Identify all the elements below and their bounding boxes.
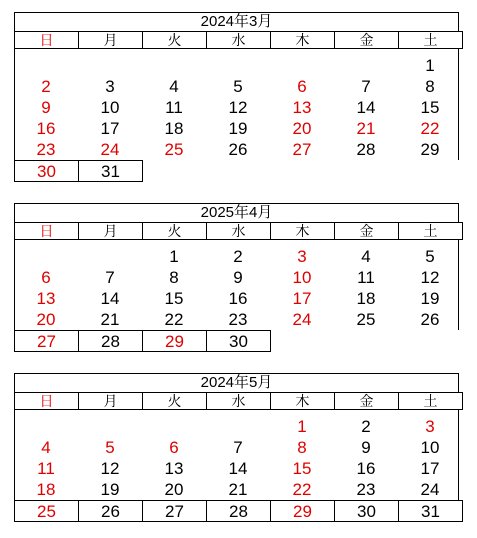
weekday-header: 日 — [14, 222, 79, 240]
day-cell: 7 — [105, 268, 115, 287]
day-cell: 14 — [100, 289, 120, 308]
day-cell: 4 — [361, 247, 371, 266]
day-cell: 24 — [292, 310, 312, 329]
day-cell: 7 — [361, 77, 371, 96]
day-cell: 8 — [425, 77, 435, 96]
day-cell: 12 — [228, 98, 248, 117]
weekday-header: 木 — [270, 392, 335, 410]
day-cell: 20 — [36, 310, 56, 329]
weekday-header: 月 — [78, 392, 143, 410]
day-cell: 2 — [361, 417, 371, 436]
day-cell: 4 — [169, 77, 179, 96]
weekday-header: 金 — [334, 392, 399, 410]
day-cell: 7 — [233, 438, 243, 457]
weekday-header: 火 — [142, 222, 207, 240]
month-title: 2025年4月 — [14, 203, 459, 223]
day-cell: 23 — [36, 140, 56, 159]
day-cell: 5 — [233, 77, 243, 96]
weekday-header: 日 — [14, 31, 79, 49]
day-cell: 29 — [270, 500, 335, 522]
day-cell: 22 — [164, 310, 184, 329]
day-cell: 24 — [100, 140, 120, 159]
day-cell: 15 — [292, 459, 312, 478]
day-cell: 12 — [100, 459, 120, 478]
day-cell: 13 — [36, 289, 56, 308]
day-cell: 28 — [78, 330, 143, 352]
day-cell: 22 — [420, 119, 440, 138]
day-cell: 29 — [420, 140, 440, 159]
day-cell: 18 — [164, 119, 184, 138]
day-cell: 15 — [420, 98, 440, 117]
day-cell: 19 — [100, 480, 120, 499]
weekday-header-row — [14, 31, 460, 49]
day-cell: 17 — [292, 289, 312, 308]
day-cell: 17 — [420, 459, 440, 478]
day-cell: 20 — [292, 119, 312, 138]
weekday-header: 火 — [142, 31, 207, 49]
day-cell: 6 — [41, 268, 51, 287]
day-cell: 17 — [100, 119, 120, 138]
weekday-header: 水 — [206, 31, 271, 49]
day-cell: 10 — [292, 268, 312, 287]
day-cell: 23 — [356, 480, 376, 499]
day-cell: 19 — [420, 289, 440, 308]
day-cell: 31 — [398, 500, 463, 522]
month-title: 2024年5月 — [14, 373, 459, 393]
day-cell: 10 — [100, 98, 120, 117]
day-cell: 28 — [206, 500, 271, 522]
day-cell: 8 — [169, 268, 179, 287]
day-cell: 25 — [356, 310, 376, 329]
day-cell: 25 — [14, 500, 79, 522]
day-cell: 9 — [361, 438, 371, 457]
day-cell: 22 — [292, 480, 312, 499]
day-cell: 10 — [420, 438, 440, 457]
weekday-header-row — [14, 222, 460, 240]
day-cell: 12 — [420, 268, 440, 287]
day-cell: 1 — [425, 56, 435, 75]
day-cell: 16 — [356, 459, 376, 478]
day-cell: 1 — [297, 417, 307, 436]
weekday-header: 木 — [270, 222, 335, 240]
day-cell: 25 — [164, 140, 184, 159]
day-cell: 16 — [228, 289, 248, 308]
day-cell: 26 — [78, 500, 143, 522]
day-cell: 31 — [78, 160, 143, 182]
day-cell: 26 — [420, 310, 440, 329]
day-cell: 9 — [41, 98, 51, 117]
day-cell: 5 — [105, 438, 115, 457]
weekday-header: 木 — [270, 31, 335, 49]
weekday-header: 土 — [398, 31, 463, 49]
day-cell: 15 — [164, 289, 184, 308]
day-cell: 24 — [420, 480, 440, 499]
day-cell: 3 — [297, 247, 307, 266]
day-cell: 8 — [297, 438, 307, 457]
day-cell: 21 — [228, 480, 248, 499]
weekday-header: 金 — [334, 222, 399, 240]
day-cell: 14 — [228, 459, 248, 478]
weekday-header-row — [14, 392, 460, 410]
day-cell: 11 — [357, 268, 375, 287]
day-cell: 1 — [169, 247, 179, 266]
day-cell: 21 — [100, 310, 120, 329]
weekday-header: 水 — [206, 392, 271, 410]
day-cell: 27 — [14, 330, 79, 352]
day-cell: 30 — [334, 500, 399, 522]
day-cell: 2 — [41, 77, 51, 96]
weekday-header: 月 — [78, 222, 143, 240]
day-cell: 14 — [356, 98, 376, 117]
day-cell: 19 — [228, 119, 248, 138]
day-cell: 4 — [41, 438, 51, 457]
day-cell: 27 — [142, 500, 207, 522]
day-cell: 18 — [356, 289, 376, 308]
weekday-header: 火 — [142, 392, 207, 410]
day-cell: 13 — [292, 98, 312, 117]
day-cell: 11 — [37, 459, 55, 478]
weekday-header: 日 — [14, 392, 79, 410]
day-cell: 26 — [228, 140, 248, 159]
weekday-header: 金 — [334, 31, 399, 49]
day-cell: 21 — [356, 119, 376, 138]
weekday-header: 土 — [398, 392, 463, 410]
day-cell: 20 — [164, 480, 184, 499]
day-cell: 5 — [425, 247, 435, 266]
day-cell: 11 — [165, 98, 183, 117]
day-cell: 3 — [105, 77, 115, 96]
day-cell: 30 — [14, 160, 79, 182]
day-cell: 6 — [297, 77, 307, 96]
day-cell: 2 — [233, 247, 243, 266]
day-cell: 27 — [292, 140, 312, 159]
day-cell: 9 — [233, 268, 243, 287]
day-cell: 23 — [228, 310, 248, 329]
weekday-header: 月 — [78, 31, 143, 49]
day-cell: 28 — [356, 140, 376, 159]
day-cell: 18 — [36, 480, 56, 499]
day-cell: 29 — [142, 330, 207, 352]
day-cell: 30 — [206, 330, 271, 352]
weekday-header: 水 — [206, 222, 271, 240]
month-title: 2024年3月 — [14, 12, 459, 32]
day-cell: 16 — [36, 119, 56, 138]
day-cell: 6 — [169, 438, 179, 457]
day-cell: 3 — [425, 417, 435, 436]
weekday-header: 土 — [398, 222, 463, 240]
day-cell: 13 — [164, 459, 184, 478]
